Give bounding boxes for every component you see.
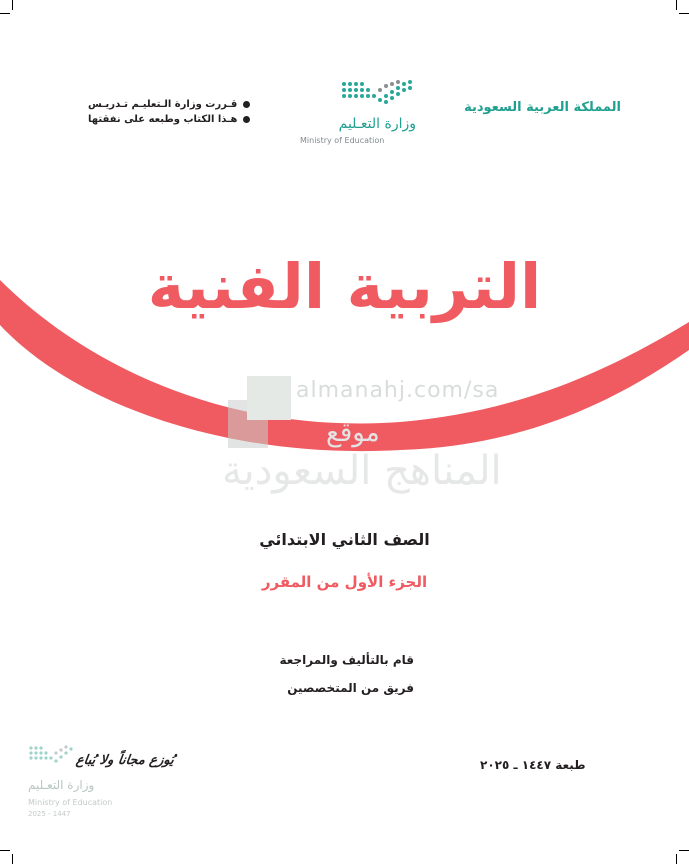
ministry-logo (296, 78, 416, 148)
approval-notice (88, 99, 263, 129)
crop-mark (676, 0, 677, 10)
approval-line (88, 114, 263, 125)
authors-line: فريق من المتخصصين (287, 681, 414, 695)
crop-mark (0, 13, 10, 14)
watermark-text: موقع (326, 418, 380, 448)
authors-line: قام بالتأليف والمراجعة (279, 653, 414, 667)
footer-ministry-name-ar: وزارة التعـليم (28, 778, 95, 792)
watermark-block (247, 376, 291, 420)
crop-mark (676, 854, 677, 864)
ministry-name-en: Ministry of Education (300, 136, 385, 145)
edition-label: طبعة ١٤٤٧ ـ ٢٠٢٥ (480, 758, 586, 772)
bullet-icon (243, 101, 250, 108)
approval-line (88, 99, 263, 110)
crop-mark (12, 0, 13, 10)
watermark-text: المناهج السعودية (222, 448, 502, 494)
approval-text: هـذا الكتاب وطبعه على نفقتها (88, 114, 238, 125)
footer-ministry-name-en: Ministry of Education (28, 798, 113, 807)
approval-text: قـررت وزارة الـتعليـم تـدريـس (88, 99, 238, 110)
crop-mark (679, 13, 689, 14)
ministry-name-ar: وزارة التعـليم (338, 116, 416, 132)
bullet-icon (243, 116, 250, 123)
part-label: الجزء الأول من المقرر (261, 573, 428, 591)
crop-mark (679, 850, 689, 851)
book-title: التربية الفنية (147, 250, 542, 323)
watermark-site: almanahj.com/sa (296, 378, 500, 403)
grade-label: الصف الثاني الابتدائي (259, 530, 430, 549)
footer-year: 2025 - 1447 (28, 810, 71, 818)
crop-mark (0, 850, 10, 851)
kingdom-name: المملكة العربية السعودية (464, 100, 621, 115)
crop-mark (12, 854, 13, 864)
ministry-of-education-logo-icon (28, 744, 74, 768)
ministry-of-education-logo-icon (340, 78, 416, 108)
free-distribution-note: يُوزع مجاناً ولا يُباع (74, 753, 175, 768)
footer-ministry-logo (28, 744, 128, 824)
